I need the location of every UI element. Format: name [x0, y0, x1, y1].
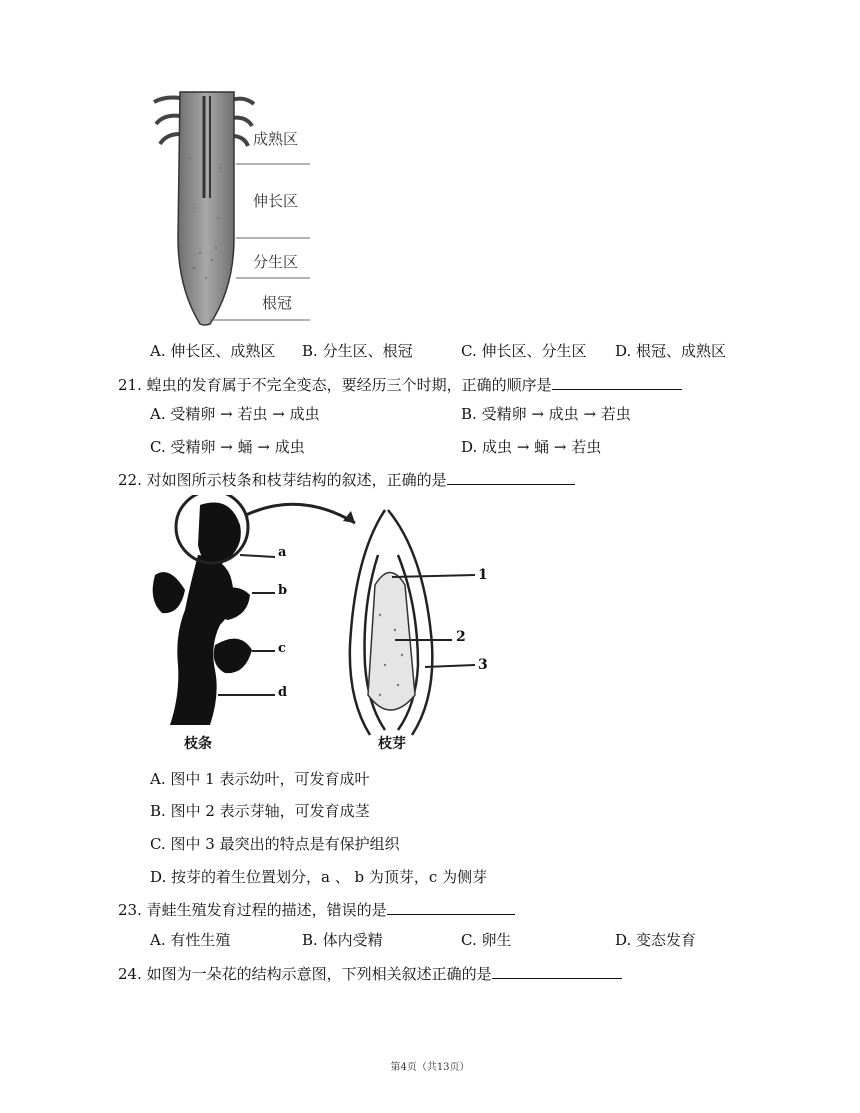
q22-stem: [118, 469, 575, 490]
branch-marker-c: c: [278, 641, 286, 656]
question-text: 如图为一朵花的结构示意图，下列相关叙述正确的是: [146, 965, 492, 983]
q21-option-d: [461, 436, 601, 457]
option-text: 按芽的着生位置划分，a 、 b 为顶芽，c 为侧芽: [171, 868, 488, 886]
option-letter: B.: [302, 342, 318, 360]
q20-option-c: [461, 340, 587, 361]
q21-option-a: [150, 403, 320, 424]
option-text: 受精卵 → 蛹 → 成虫: [170, 438, 305, 456]
option-text: 图中 2 表示芽轴，可发育成茎: [170, 802, 370, 820]
q23-stem: [118, 899, 515, 920]
option-text: 图中 3 最突出的特点是有保护组织: [170, 835, 400, 853]
option-letter: D.: [615, 931, 632, 949]
branch-bud-illustration: [140, 495, 500, 755]
q24-stem: [118, 963, 622, 984]
branch-bud-figure: [140, 495, 500, 755]
option-letter: B.: [150, 802, 166, 820]
branch-marker-d: d: [278, 685, 288, 700]
option-letter: A.: [150, 931, 166, 949]
question-number: 22.: [118, 471, 142, 489]
option-text: 伸长区、分生区: [481, 342, 587, 360]
q23-option-c: [461, 929, 512, 950]
option-letter: C.: [150, 438, 166, 456]
root-label-maturation: 成熟区: [253, 130, 299, 148]
option-letter: C.: [461, 931, 477, 949]
question-text: 蝗虫的发育属于不完全变态，要经历三个时期，正确的顺序是: [146, 376, 552, 394]
option-text: 伸长区、成熟区: [170, 342, 276, 360]
caption-branch: 枝条: [184, 736, 212, 752]
root-label-cap: 根冠: [262, 294, 293, 312]
option-letter: A.: [150, 342, 166, 360]
q20-option-d: [615, 340, 726, 361]
page-footer: 第4页（共13页）: [390, 1062, 470, 1073]
q23-option-a: [150, 929, 230, 950]
branch-marker-a: a: [278, 545, 287, 560]
branch-drawing: [153, 503, 252, 726]
option-text: 根冠、成熟区: [636, 342, 727, 360]
q22-option-b: [150, 800, 370, 821]
branch-marker-b: b: [278, 583, 288, 598]
answer-blank: [387, 900, 515, 915]
option-letter: C.: [461, 342, 477, 360]
q21-stem: [118, 374, 682, 395]
option-text: 卵生: [481, 931, 512, 949]
q23-option-b: [302, 929, 383, 950]
option-letter: D.: [615, 342, 632, 360]
q22-option-c: [150, 833, 400, 854]
root-label-elongation: 伸长区: [253, 192, 299, 210]
bud-marker-2: 2: [456, 629, 466, 645]
question-text: 青蛙生殖发育过程的描述，错误的是: [146, 901, 387, 919]
q20-option-a: [150, 340, 275, 361]
bud-marker-1: 1: [478, 567, 488, 583]
bud-marker-3: 3: [478, 657, 488, 673]
option-text: 分生区、根冠: [322, 342, 413, 360]
q20-option-b: [302, 340, 413, 361]
question-number: 21.: [118, 376, 142, 394]
question-text: 对如图所示枝条和枝芽结构的叙述，正确的是: [146, 471, 447, 489]
question-number: 23.: [118, 901, 142, 919]
q21-option-b: [461, 403, 631, 424]
answer-blank: [552, 375, 682, 390]
caption-bud: 枝芽: [378, 736, 406, 752]
option-letter: D.: [150, 868, 167, 886]
option-letter: A.: [150, 405, 166, 423]
q23-option-d: [615, 929, 696, 950]
option-text: 受精卵 → 成虫 → 若虫: [481, 405, 631, 423]
q22-option-a: [150, 768, 369, 789]
option-text: 有性生殖: [170, 931, 231, 949]
option-letter: C.: [150, 835, 166, 853]
option-letter: B.: [302, 931, 318, 949]
option-text: 成虫 → 蛹 → 若虫: [482, 438, 602, 456]
option-text: 受精卵 → 若虫 → 成虫: [170, 405, 320, 423]
q22-option-d: [150, 866, 487, 887]
option-text: 体内受精: [322, 931, 383, 949]
answer-blank: [492, 964, 622, 979]
option-letter: B.: [461, 405, 477, 423]
question-number: 24.: [118, 965, 142, 983]
answer-blank: [447, 470, 575, 485]
q21-option-c: [150, 436, 305, 457]
option-text: 变态发育: [636, 931, 697, 949]
option-letter: A.: [150, 770, 166, 788]
root-label-meristem: 分生区: [253, 253, 299, 271]
option-letter: D.: [461, 438, 478, 456]
option-text: 图中 1 表示幼叶，可发育成叶: [170, 770, 370, 788]
